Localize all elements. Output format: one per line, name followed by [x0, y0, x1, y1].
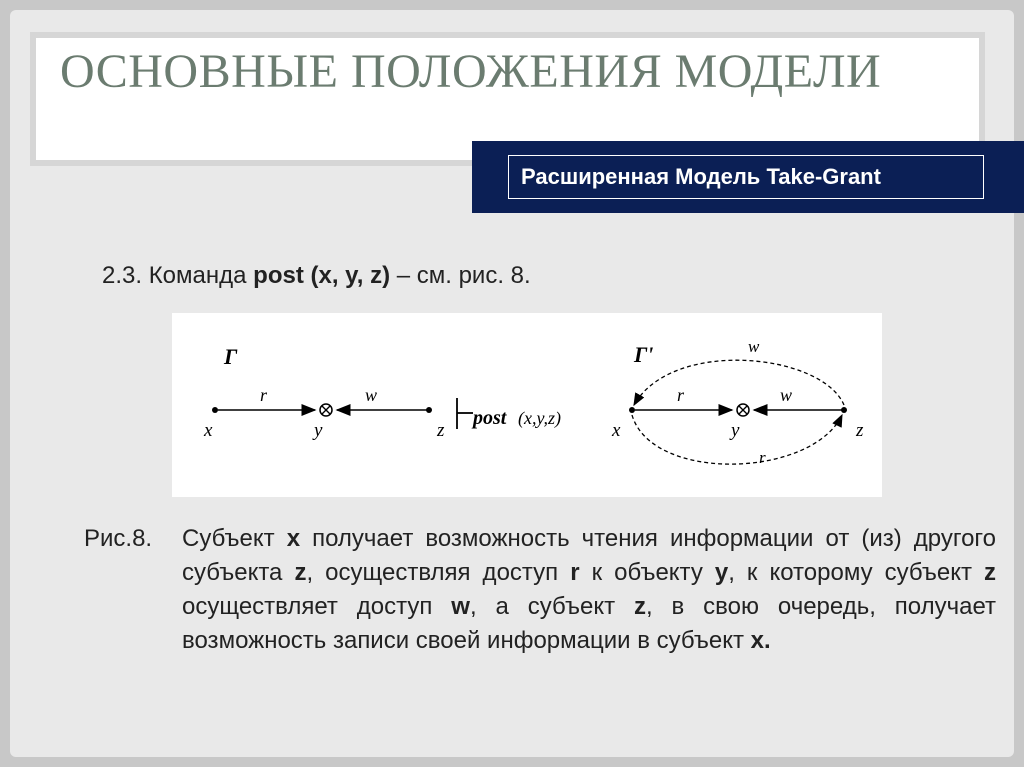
right-node-x-label: x	[612, 420, 621, 441]
caption-bold-term: z	[633, 593, 646, 620]
operator-args: (x,y,z)	[518, 408, 561, 428]
caption-bold-term: y	[714, 559, 729, 586]
caption-label: Рис.8.	[84, 525, 153, 552]
caption-text	[182, 522, 996, 658]
caption-segment: , в свою очередь, получает возможность записи своей информации в субъект	[182, 593, 996, 654]
caption-bold-term: x	[286, 525, 301, 552]
left-node-x-label: x	[204, 420, 213, 441]
right-node-x	[629, 407, 635, 413]
command-line	[102, 262, 531, 290]
caption-segment: , к которому субъект	[728, 559, 985, 586]
caption-bold-term: .	[764, 627, 771, 654]
caption-segment: Субъект	[182, 525, 287, 552]
right-edge-w-label: w	[780, 385, 793, 405]
caption-segment: осуществляет доступ	[182, 593, 452, 620]
caption-bold-term: z	[984, 559, 997, 586]
left-node-y	[320, 404, 332, 416]
left-node-y-label: y	[314, 420, 323, 441]
caption-bold-term: r	[570, 559, 580, 586]
caption-bold-term: x	[750, 627, 764, 654]
left-edge-r-label: r	[260, 385, 268, 405]
caption-segment: получает возможность чтения информации от (из) другого субъекта	[182, 525, 997, 586]
subtitle: Расширенная Модель Take-Grant	[508, 155, 984, 199]
graph-diagram	[172, 313, 882, 497]
figure-8	[172, 313, 882, 497]
left-edge-w-label: w	[365, 385, 378, 405]
right-node-y	[737, 404, 749, 416]
command-prefix: 2.3. Команда	[102, 262, 254, 289]
left-graph-label: Г	[224, 344, 238, 369]
command-name: post (x, y, z)	[253, 262, 391, 289]
caption-segment: , а субъект	[469, 593, 634, 620]
right-node-y-label: y	[731, 420, 740, 441]
caption-bold-term: w	[451, 593, 470, 620]
left-node-x	[212, 407, 218, 413]
right-edge-r2-label: r	[759, 448, 766, 467]
right-edge-w-dashed	[634, 360, 844, 405]
right-graph-label: Г'	[634, 342, 654, 367]
caption-segment: к объекту	[579, 559, 715, 586]
caption-bold-term: z	[294, 559, 307, 586]
right-node-z-label: z	[856, 420, 864, 441]
command-suffix: – см. рис. 8.	[390, 262, 531, 289]
right-edge-r-label: r	[677, 385, 685, 405]
caption-segment: , осуществляя доступ	[306, 559, 571, 586]
left-node-z-label: z	[437, 420, 445, 441]
right-node-z	[841, 407, 847, 413]
slide-title: ОСНОВНЫЕ ПОЛОЖЕНИЯ МОДЕЛИ	[60, 45, 882, 98]
left-node-z	[426, 407, 432, 413]
right-edge-w2-label: w	[748, 337, 760, 356]
operator-name: post	[473, 407, 507, 429]
